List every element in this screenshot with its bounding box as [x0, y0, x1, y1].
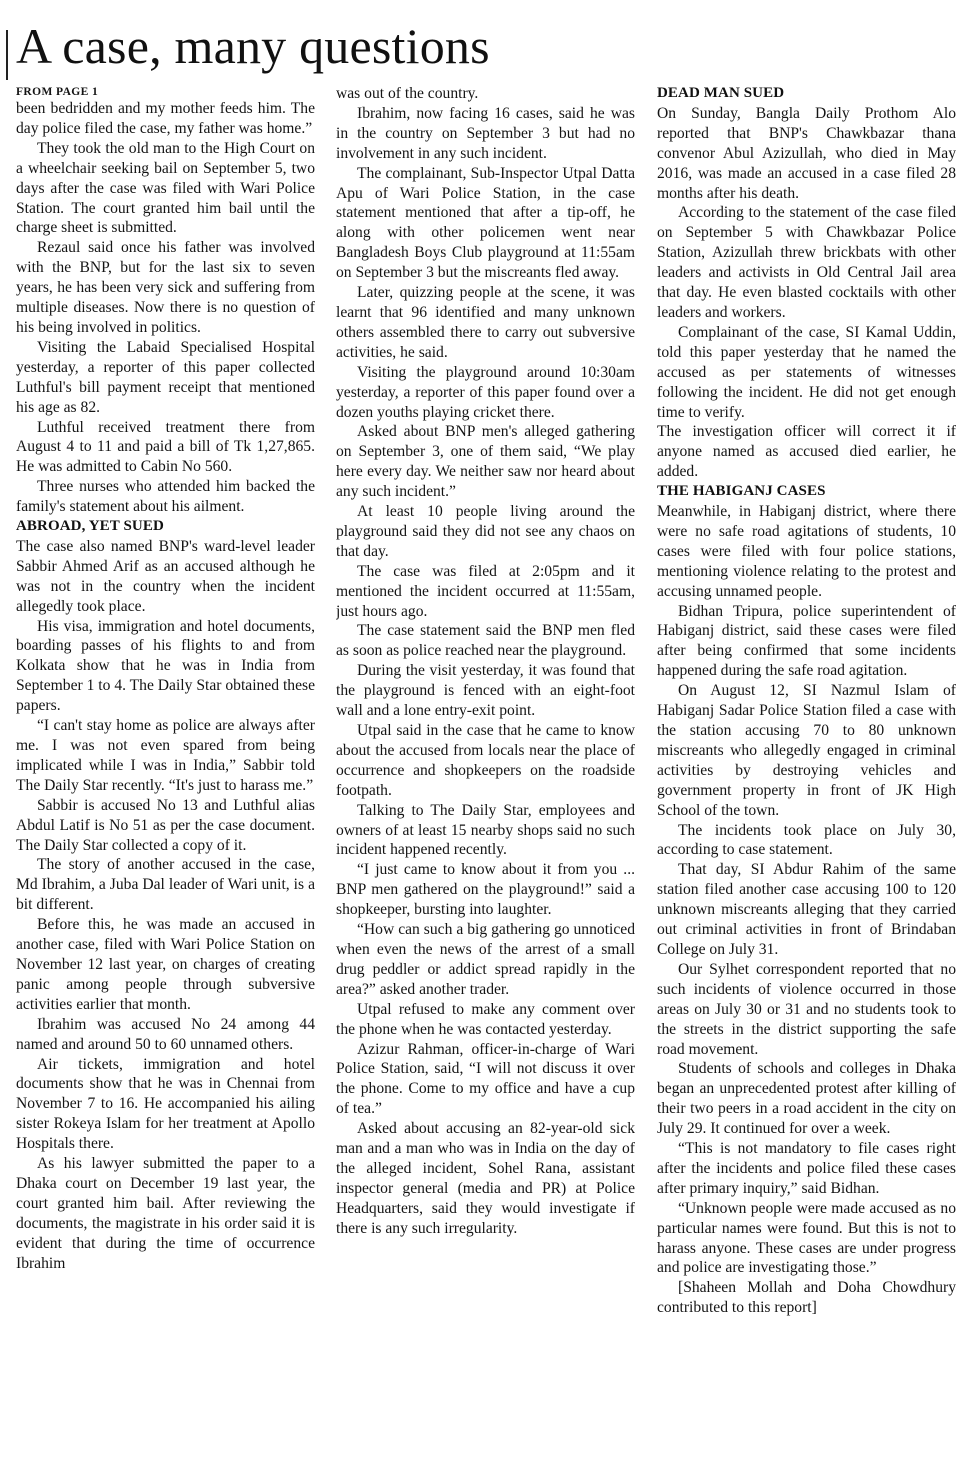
article-paragraph: Azizur Rahman, officer-in-charge of Wari Police Station, said, “I will not discuss it over the phone. Come to my office and have a cup of tea.” [336, 1040, 635, 1118]
article-paragraph: That day, SI Abdur Rahim of the same station filed another case accusing 100 to 120 unknown miscreants alleging that they carried out criminal activities in front of Brindaban College on July 31. [657, 861, 956, 958]
article-paragraph: At least 10 people living around the playground said they did not see any chaos on that day. [336, 503, 635, 560]
article-paragraph: His visa, immigration and hotel documents, boarding passes of his flights to and from Kolkata show that he was in India from September 1 to 4. The Daily Star obtained these papers. [16, 617, 315, 715]
article-paragraph: On August 12, SI Nazmul Islam of Habiganj Sadar Police Station filed a case with the station accusing 70 to 80 unknown miscreants who allegedly engaged in criminal activities by destroying vehicles and government property in front of JK High School of the town. [657, 682, 956, 819]
column-rule [6, 30, 8, 80]
article-paragraph: Meanwhile, in Habiganj district, where there were no safe road agitations of students, 10 cases were filed with four police stations, mentioning violence relating to the protest and accusing unnamed people. [657, 503, 956, 600]
article-paragraph: Three nurses who attended him backed the family's statement about his ailment. [16, 478, 315, 516]
article-paragraph: Talking to The Daily Star, employees and owners of at least 15 nearby shops said no such incident happened recently. [336, 801, 635, 859]
article-paragraph: “I can't stay home as police are always after me. I was not even spared from being implicated while I was in India,” Sabbir told The Daily Star recently. “It's just to harass me.” [16, 717, 315, 794]
article-paragraph: Asked about BNP men's alleged gathering on September 3, one of them said, “We play here every day. We neither saw nor heard about any such incident.” [336, 423, 635, 501]
article-paragraph: “This is not mandatory to file cases right after the incidents and police filed these cases after primary inquiry,” said Bidhan. [657, 1140, 956, 1197]
article-paragraph: As his lawyer submitted the paper to a Dhaka court on December 19 last year, the court granted him bail. After reviewing the documents, the magistrate in his order said it is evident that during the time of occurrence Ibrahim [16, 1155, 315, 1272]
article-paragraph: Visiting the Labaid Specialised Hospital yesterday, a reporter of this paper collected Luthful's bill payment receipt that mentioned his age as 82. [16, 338, 315, 416]
section-subhead: DEAD MAN SUED [657, 85, 785, 101]
article-paragraph: “Unknown people were made accused as no particular names were found. But this is not to harass anyone. These cases are under progress and police are investigating those.” [657, 1199, 956, 1277]
article-paragraph: Utpal refused to make any comment over the phone when he was contacted yesterday. [336, 1000, 635, 1038]
article-paragraph: Bidhan Tripura, police superintendent of Habiganj district, said these cases were filed after being confirmed that some incidents happened during the safe road agitation. [657, 602, 956, 680]
section-subhead: ABROAD, YET SUED [16, 518, 164, 535]
article-paragraph: Rezaul said once his father was involved with the BNP, but for the last six to seven years, he has been very sick and suffering from multiple diseases. Now there is no question of his being involved in politics. [16, 239, 315, 336]
article-column-1 [16, 84, 315, 1468]
section-subhead: THE HABIGANJ CASES [657, 483, 826, 500]
article-paragraph: Ibrahim, now facing 16 cases, said he was in the country on September 3 but had no involvement in any such incident. [336, 104, 635, 162]
continuation-kicker: FROM PAGE 1 [16, 86, 99, 98]
article-paragraph: “I just came to know about it from you ... BNP men gathered on the playground!” said a shopkeeper, bursting into laughter. [336, 861, 635, 919]
article-paragraph: According to the statement of the case filed on September 5 with Chawkbazar Police Station, Azizullah threw brickbats with other leaders and activists in Old Central Jail area that day. He even blasted cocktails with other leaders and workers. [657, 204, 956, 321]
article-column-3 [657, 84, 956, 1468]
article-paragraph: During the visit yesterday, it was found that the playground is fenced with an eight-foot wall and a lone entry-exit point. [336, 662, 635, 720]
article-paragraph: Our Sylhet correspondent reported that no such incidents of violence occurred in those areas on July 30 or 31 and no students took to the streets in the district supporting the safe road movement. [657, 960, 956, 1058]
headline: A case, many questions [16, 18, 490, 74]
article-paragraph: Visiting the playground around 10:30am yesterday, a reporter of this paper found over a dozen youths playing cricket there. [336, 363, 635, 421]
article-paragraph: [Shaheen Mollah and Doha Chowdhury contributed to this report] [657, 1279, 956, 1317]
article-paragraph: Later, quizzing people at the scene, it was learnt that 96 identified and many unknown others assembled there to carry out subversive activities, he said. [336, 284, 635, 361]
article-paragraph: Air tickets, immigration and hotel documents show that he was in Chennai from November 7 to 16. He accompanied his ailing sister Rokeya Islam for her treatment at Apollo Hospitals there. [16, 1055, 315, 1153]
article-paragraph: Ibrahim was accused No 24 among 44 named and around 50 to 60 unnamed others. [16, 1015, 315, 1053]
article-paragraph: Before this, he was made an accused in another case, filed with Wari Police Station on November 12 last year, on charges of creating panic among people through subversive activities earlier that month. [16, 916, 315, 1013]
article-column-2 [336, 84, 635, 1468]
article-paragraph: They took the old man to the High Court on a wheelchair seeking bail on September 5, two days after the case was filed with Wari Police Station. The court granted him bail until the charge sheet is submitted. [16, 139, 315, 237]
article-paragraph: The investigation officer will correct it if anyone named as accused died earlier, he added. [657, 423, 956, 481]
article-paragraph: was out of the country. [336, 85, 479, 102]
article-paragraph: Asked about accusing an 82-year-old sick man and a man who was in India on the day of the alleged incident, Sohel Rana, assistant inspector general (media and PR) at Police Headquarters, said they would investigate if there is any such irregularity. [336, 1120, 635, 1237]
article-paragraph: The case also named BNP's ward-level leader Sabbir Ahmed Arif as an accused although he was not in the country when the incident allegedly took place. [16, 537, 315, 615]
article-paragraph: The case was filed at 2:05pm and it mentioned the incident occurred at 11:55am, just hours ago. [336, 562, 635, 620]
article-paragraph: The case statement said the BNP men fled as soon as police reached near the playground. [336, 622, 635, 660]
article-paragraph: Complainant of the case, SI Kamal Uddin, told this paper yesterday that he named the accused as per statements of witnesses following the incident. He did not get enough time to verify. [657, 323, 956, 421]
article-paragraph: “How can such a big gathering go unnoticed when even the news of the arrest of a small drug peddler or addict spread rapidly in the area?” asked another trader. [336, 921, 635, 998]
article-paragraph: Utpal said in the case that he came to know about the accused from locals near the place of occurrence and shopkeepers on the roadside footpath. [336, 722, 635, 799]
article-paragraph: Students of schools and colleges in Dhaka began an unprecedented protest after killing of their two peers in a road accident in the city on July 29. It continued for over a week. [657, 1060, 956, 1138]
article-paragraph: The story of another accused in the case, Md Ibrahim, a Juba Dal leader of Wari unit, is a bit different. [16, 856, 315, 914]
article-paragraph: been bedridden and my mother feeds him. The day police filed the case, my father was home.” [16, 100, 315, 137]
article-paragraph: Sabbir is accused No 13 and Luthful alias Abdul Latif is No 51 as per the case document. The Daily Star collected a copy of it. [16, 796, 315, 854]
article-paragraph: The incidents took place on July 30, according to case statement. [657, 821, 956, 859]
article-paragraph: Luthful received treatment there from August 4 to 11 and paid a bill of Tk 1,27,865. He was admitted to Cabin No 560. [16, 418, 315, 476]
article-paragraph: The complainant, Sub-Inspector Utpal Datta Apu of Wari Police Station, in the case statement mentioned that after a tip-off, he along with other policemen went near Bangladesh Boys Club playground at 11:55am on September 3 but the miscreants fled away. [336, 164, 635, 282]
article-paragraph: On Sunday, Bangla Daily Prothom Alo reported that BNP's Chawkbazar thana convenor Abul Azizullah, who died in May 2016, was made an accused in a case filed 28 months after his death. [657, 104, 956, 202]
